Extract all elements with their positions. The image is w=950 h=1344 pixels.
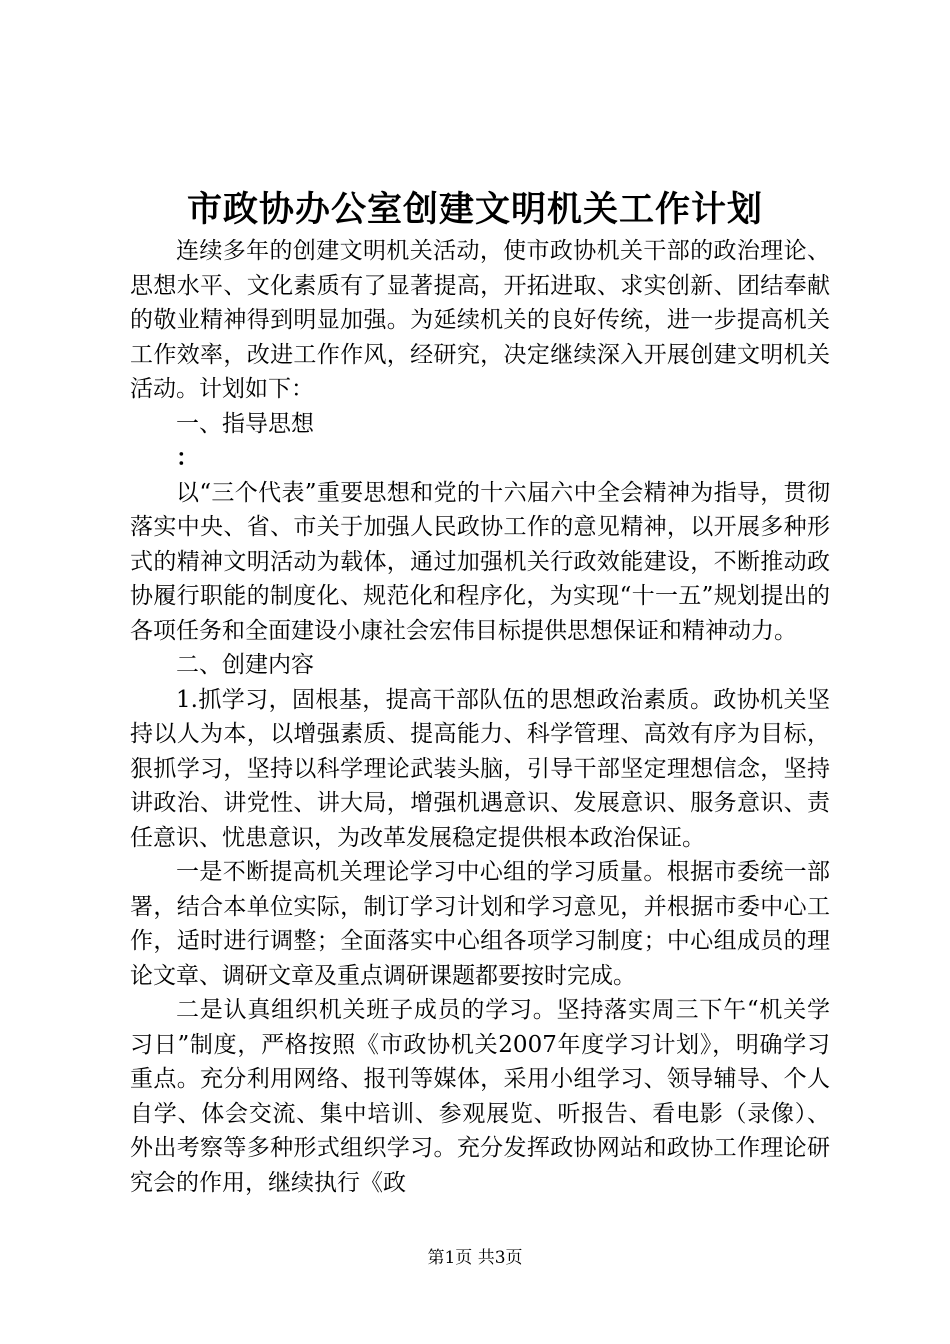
paragraph-item-1: 1.抓学习，固根基，提高干部队伍的思想政治素质。政协机关坚持以人为本，以增强素质、提高能力、科学管理、高效有序为目标，狠抓学习，坚持以科学理论武装头脑，引导干部坚定理想信念，坚持讲政治、讲党性、讲大局，增强机遇意识、发展意识、服务意识、责任意识、忧患意识，为改革发展稳定提供根本政治保证。 [130, 686, 830, 851]
paragraph-point-one: 一是不断提高机关理论学习中心组的学习质量。根据市委统一部署，结合本单位实际，制订学习计划和学习意见，并根据市委中心工作，适时进行调整；全面落实中心组各项学习制度；中心组成员的理论文章、调研文章及重点调研课题都要按时完成。 [130, 859, 830, 989]
paragraph-point-two: 二是认真组织机关班子成员的学习。坚持落实周三下午“机关学习日”制度，严格按照《市政协机关2007年度学习计划》，明确学习重点。充分利用网络、报刊等媒体，采用小组学习、领导辅导、个人自学、体会交流、集中培训、参观展览、听报告、看电影（录像）、外出考察等多种形式组织学习。充分发挥政协网站和政协工作理论研究会的作用，继续执行《政 [130, 997, 830, 1196]
document-body [130, 234, 830, 1200]
document-title: 市政协办公室创建文明机关工作计划 [186, 189, 763, 230]
page-footer: 第1页 共3页 [427, 1248, 523, 1268]
paragraph-guiding-thought: 以“三个代表”重要思想和党的十六届六中全会精神为指导，贯彻落实中央、省、市关于加强人民政协工作的意见精神，以开展多种形式的精神文明活动为载体，通过加强机关行政效能建设，不断推动政协履行职能的制度化、规范化和程序化，为实现“十一五”规划提出的各项任务和全面建设小康社会宏伟目标提供思想保证和精神动力。 [130, 479, 830, 644]
section-heading-guiding-thought: 一、指导思想 [176, 410, 314, 437]
section-heading-content: 二、创建内容 [176, 652, 314, 678]
paragraph-intro: 连续多年的创建文明机关活动，使市政协机关干部的政治理论、思想水平、文化素质有了显著提高，开拓进取、求实创新、团结奉献的敬业精神得到明显加强。为延续机关的良好传统，进一步提高机关工作效率，改进工作作风，经研究，决定继续深入开展创建文明机关活动。计划如下： [130, 238, 830, 402]
colon-line: ： [176, 444, 199, 471]
